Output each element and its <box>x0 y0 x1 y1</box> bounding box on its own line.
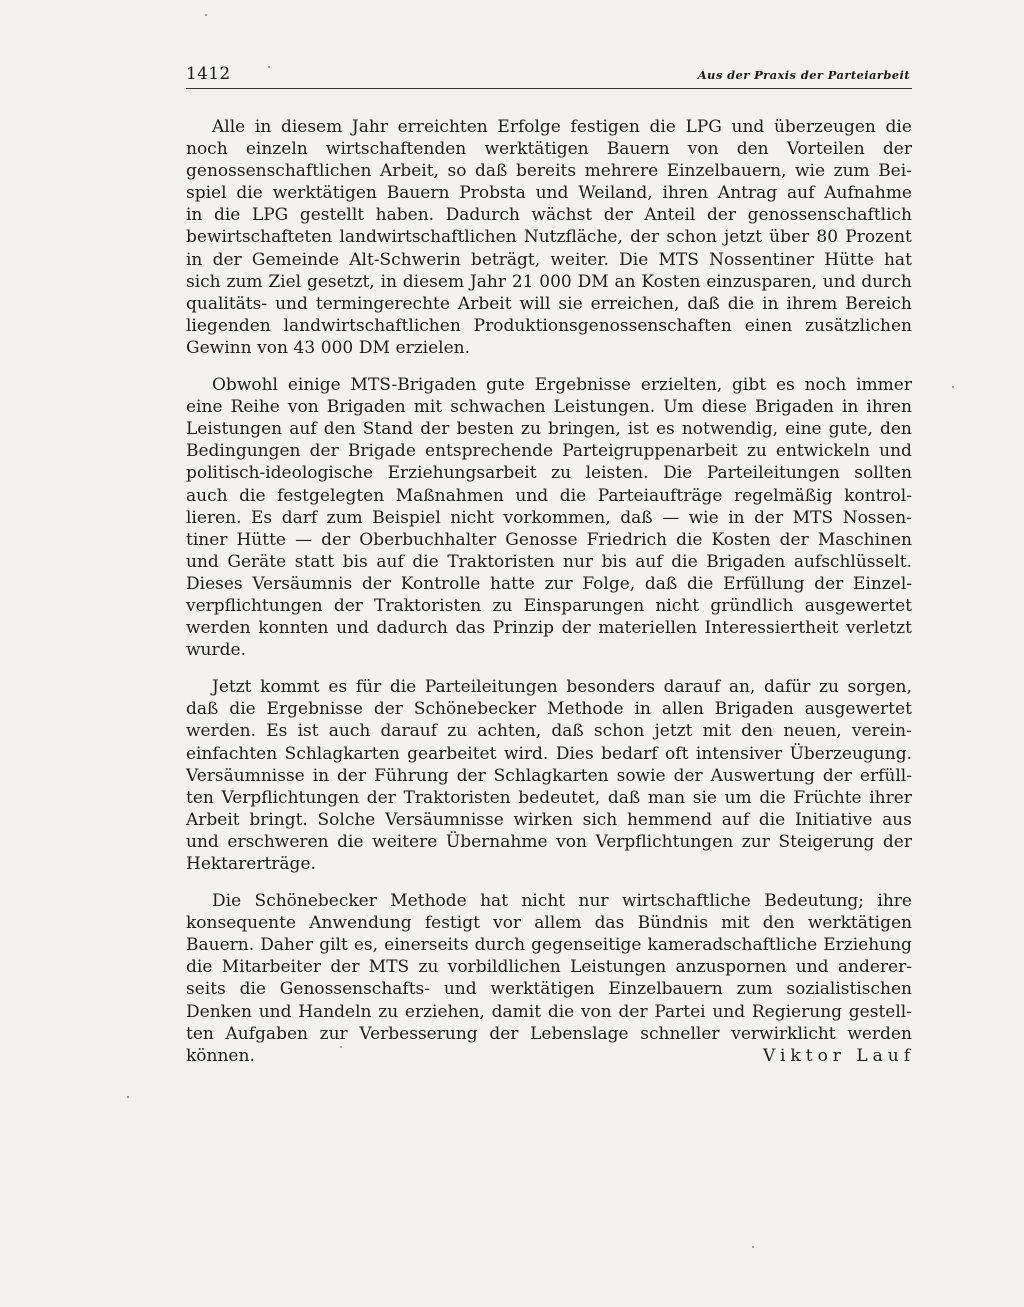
author-name: Viktor Lauf <box>763 1045 915 1066</box>
scan-speck <box>205 14 207 16</box>
text-line: genossenschaftlichen Arbeit, so daß bereits mehrere Einzelbauern, wie zum Bei- <box>186 161 912 182</box>
paragraph <box>186 374 912 661</box>
page-number: 1412 <box>186 64 231 84</box>
text-line: konsequente Anwendung festigt vor allem das Bündnis mit den werktätigen <box>186 913 912 934</box>
text-line: Leistungen auf den Stand der besten zu bringen, ist es notwendig, eine gute, den <box>186 419 912 440</box>
text-line: ten Verpflichtungen der Traktoristen bedeutet, daß man sie um die Früchte ihrer <box>186 787 912 808</box>
text-line: verpflichtungen der Traktoristen zu Einsparungen nicht gründlich ausgewertet <box>186 595 912 616</box>
text-line: und Geräte statt bis auf die Traktoristen nur bis auf die Brigaden aufschlüsselt. <box>186 551 912 572</box>
text-line: werden konnten und dadurch das Prinzip der materiellen Interessiertheit verletzt <box>186 618 912 639</box>
text-line: auch die festgelegten Maßnahmen und die Parteiaufträge regelmäßig kontrol- <box>186 485 912 506</box>
text-line: die Mitarbeiter der MTS zu vorbildlichen Leistungen anzuspornen und anderer- <box>186 957 912 978</box>
text-line: Bedingungen der Brigade entsprechende Parteigruppenarbeit zu entwickeln und <box>186 441 912 462</box>
text-line: seits die Genossenschafts- und werktätigen Einzelbauern zum sozialistischen <box>186 979 912 1000</box>
scan-speck <box>268 66 270 68</box>
paragraph <box>186 890 915 1067</box>
text-line: bewirtschafteten landwirtschaftlichen Nutzfläche, der schon jetzt über 80 Prozent <box>186 227 912 248</box>
closing-line <box>186 1045 915 1067</box>
text-line: Obwohl einige MTS-Brigaden gute Ergebnisse erzielten, gibt es noch immer <box>212 375 912 396</box>
text-line: ten Aufgaben zur Verbesserung der Lebenslage schneller verwirklicht werden <box>186 1023 912 1044</box>
paragraph <box>186 116 912 359</box>
scan-speck <box>127 1096 129 1098</box>
paragraph <box>186 676 912 875</box>
text-line: Denken und Handeln zu erziehen, damit die von der Partei und Regierung gestell- <box>186 1001 912 1022</box>
text-line: Dieses Versäumnis der Kontrolle hatte zur Folge, daß die Erfüllung der Einzel- <box>186 573 912 594</box>
text-line: eine Reihe von Brigaden mit schwachen Leistungen. Um diese Brigaden in ihren <box>186 397 912 418</box>
running-head: Aus der Praxis der Parteiarbeit <box>697 68 910 82</box>
text-line: Gewinn von 43 000 DM erzielen. <box>186 337 471 358</box>
text-line: einfachten Schlagkarten gearbeitet wird. Dies bedarf oft intensiver Überzeugung. <box>186 743 912 764</box>
text-line: werden. Es ist auch darauf zu achten, daß schon jetzt mit den neuen, verein- <box>186 721 912 742</box>
text-line: wurde. <box>186 640 246 661</box>
text-line: Bauern. Daher gilt es, einerseits durch gegenseitige kameradschaftliche Erziehung <box>186 935 912 956</box>
text-line: daß die Ergebnisse der Schönebecker Methode in allen Brigaden ausgewertet <box>186 699 912 720</box>
article-body <box>186 116 915 1067</box>
text-line: Jetzt kommt es für die Parteileitungen besonders darauf an, dafür zu sorgen, <box>212 677 912 698</box>
text-line: Die Schönebecker Methode hat nicht nur wirtschaftliche Bedeutung; ihre <box>212 891 912 912</box>
text-line: in die LPG gestellt haben. Dadurch wächst der Anteil der genossenschaftlich <box>186 205 912 226</box>
text-line: spiel die werktätigen Bauern Probsta und Weiland, ihren Antrag auf Aufnahme <box>186 183 912 204</box>
text-line: politisch-ideologische Erziehungsarbeit zu leisten. Die Parteileitungen sollten <box>186 463 912 484</box>
text-line: qualitäts- und termingerechte Arbeit will sie erreichen, daß die in ihrem Bereich <box>186 293 912 314</box>
text-line: Alle in diesem Jahr erreichten Erfolge festigen die LPG und überzeugen die <box>212 117 912 137</box>
text-line: noch einzeln wirtschaftenden werktätigen Bauern von den Vorteilen der <box>186 139 912 160</box>
text-line: sich zum Ziel gesetzt, in diesem Jahr 21 000 DM an Kosten einzusparen, und durch <box>186 271 912 292</box>
text-line: tiner Hütte — der Oberbuchhalter Genosse Friedrich die Kosten der Maschinen <box>186 529 912 550</box>
text-line: Versäumnisse in der Führung der Schlagkarten sowie der Auswertung der erfüll- <box>186 765 912 786</box>
text-line: lieren. Es darf zum Beispiel nicht vorkommen, daß — wie in der MTS Nossen- <box>186 507 912 528</box>
text-line: und erschweren die weitere Übernahme von Verpflichtungen zur Steigerung der <box>186 831 912 852</box>
page-header <box>186 64 912 89</box>
text-line: Hektarerträge. <box>186 854 316 874</box>
last-word: können. <box>186 1045 255 1066</box>
text-line: in der Gemeinde Alt-Schwerin beträgt, weiter. Die MTS Nossentiner Hütte hat <box>186 249 912 270</box>
text-line: liegenden landwirtschaftlichen Produktionsgenossenschaften einen zusätzlichen <box>186 315 912 336</box>
scan-speck <box>340 1046 342 1048</box>
scan-speck <box>752 1246 754 1248</box>
scan-speck <box>952 386 954 388</box>
text-line: Arbeit bringt. Solche Versäumnisse wirken sich hemmend auf die Initiative aus <box>186 809 912 830</box>
